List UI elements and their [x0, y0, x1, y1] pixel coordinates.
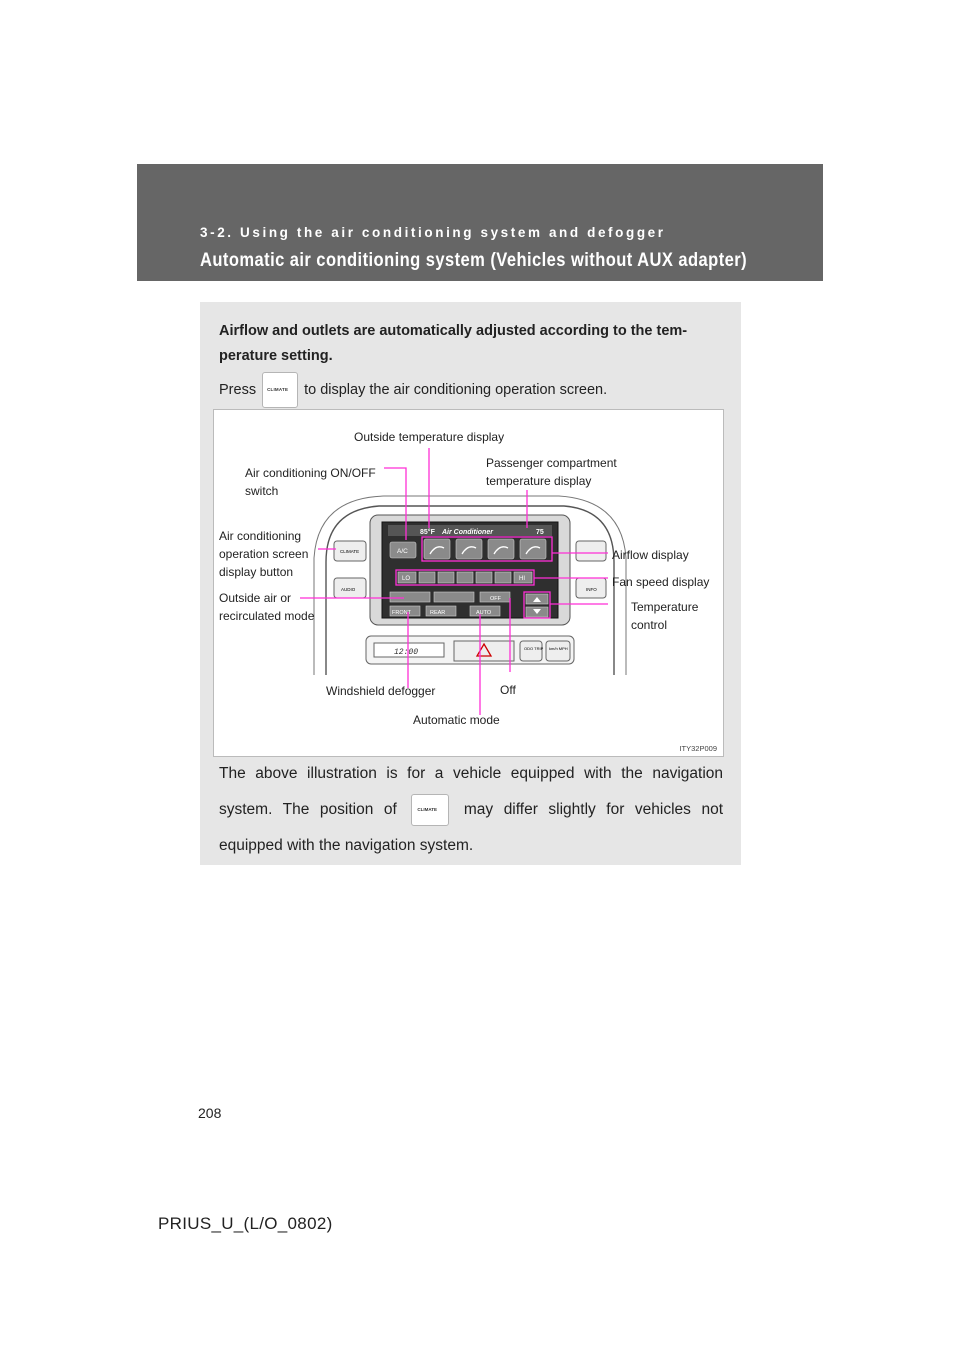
label-auto: Automatic mode — [413, 713, 500, 727]
note-before: The above illustration is for a vehicle equipped with the navigation system. The position of — [219, 765, 723, 818]
screen-off-button: OFF — [490, 596, 501, 602]
label-outside-air: Outside air or — [219, 591, 292, 605]
press-word: Press — [219, 382, 257, 398]
section-subtitle: 3-2. Using the air conditioning system and defogger — [200, 225, 666, 240]
label-off: Off — [500, 683, 516, 697]
climate-button-icon-inline: CLIMATE — [411, 794, 449, 826]
label-op-screen: Air conditioning — [219, 529, 302, 543]
press-after-text: to display the air conditioning operation screen. — [304, 382, 608, 398]
info-key-label: INFO — [586, 587, 597, 592]
label-ac-switch-line2: switch — [245, 484, 279, 498]
label-ac-switch: Air conditioning ON/OFF — [245, 466, 376, 480]
screen-fan-lo: LO — [402, 576, 411, 582]
label-windshield: Windshield defogger — [326, 684, 436, 698]
screen-cabin-temp: 75 — [536, 529, 544, 536]
screen-front-button: FRONT — [392, 610, 411, 616]
screen-rear-button: REAR — [430, 610, 446, 616]
label-outside-air-line2: recirculated mode — [219, 609, 315, 623]
info-box — [200, 302, 741, 865]
note-after: may differ slightly for vehicles not equipped with the navigation system. — [219, 801, 724, 854]
label-op-screen-line2: operation screen — [219, 547, 309, 561]
section-header — [137, 164, 823, 281]
page-number: 208 — [198, 1105, 222, 1121]
note-text — [219, 756, 723, 864]
label-passenger-temp-line2: temperature display — [486, 474, 592, 488]
climate-illustration — [213, 409, 724, 757]
label-temp-control: Temperature — [631, 600, 699, 614]
screen-ac-button: A/C — [397, 548, 408, 555]
figure-code: ITY32P009 — [679, 744, 717, 753]
intro-text: Airflow and outlets are automatically adjusted according to the tem-perature setting. — [219, 323, 688, 364]
press-instruction — [219, 372, 607, 408]
odo-trip-label: ODO TRIP — [524, 646, 544, 651]
label-airflow: Airflow display — [612, 548, 689, 562]
screen-auto-button: AUTO — [476, 610, 492, 616]
label-op-screen-line3: display button — [219, 565, 294, 579]
climate-button-icon: CLIMATE — [262, 372, 298, 408]
screen-outside-temp: 85°F — [420, 529, 435, 536]
label-temp-control-line2: control — [631, 618, 668, 632]
audio-key-label: AUDIO — [341, 587, 356, 592]
climate-key-label: CLIMATE — [340, 549, 360, 554]
label-outside-temp: Outside temperature display — [354, 430, 505, 444]
label-passenger-temp: Passenger compartment — [486, 456, 617, 470]
section-title: Automatic air conditioning system (Vehicles without AUX adapter) — [200, 250, 748, 271]
label-fan-speed: Fan speed display — [612, 575, 710, 589]
unit-toggle-label: km/h MPH — [549, 646, 568, 651]
screen-fan-hi: HI — [519, 576, 525, 582]
screen-title: Air Conditioner — [442, 529, 493, 536]
clock-display: 12:00 — [394, 648, 419, 657]
footer-code: PRIUS_U_(L/O_0802) — [158, 1214, 333, 1233]
